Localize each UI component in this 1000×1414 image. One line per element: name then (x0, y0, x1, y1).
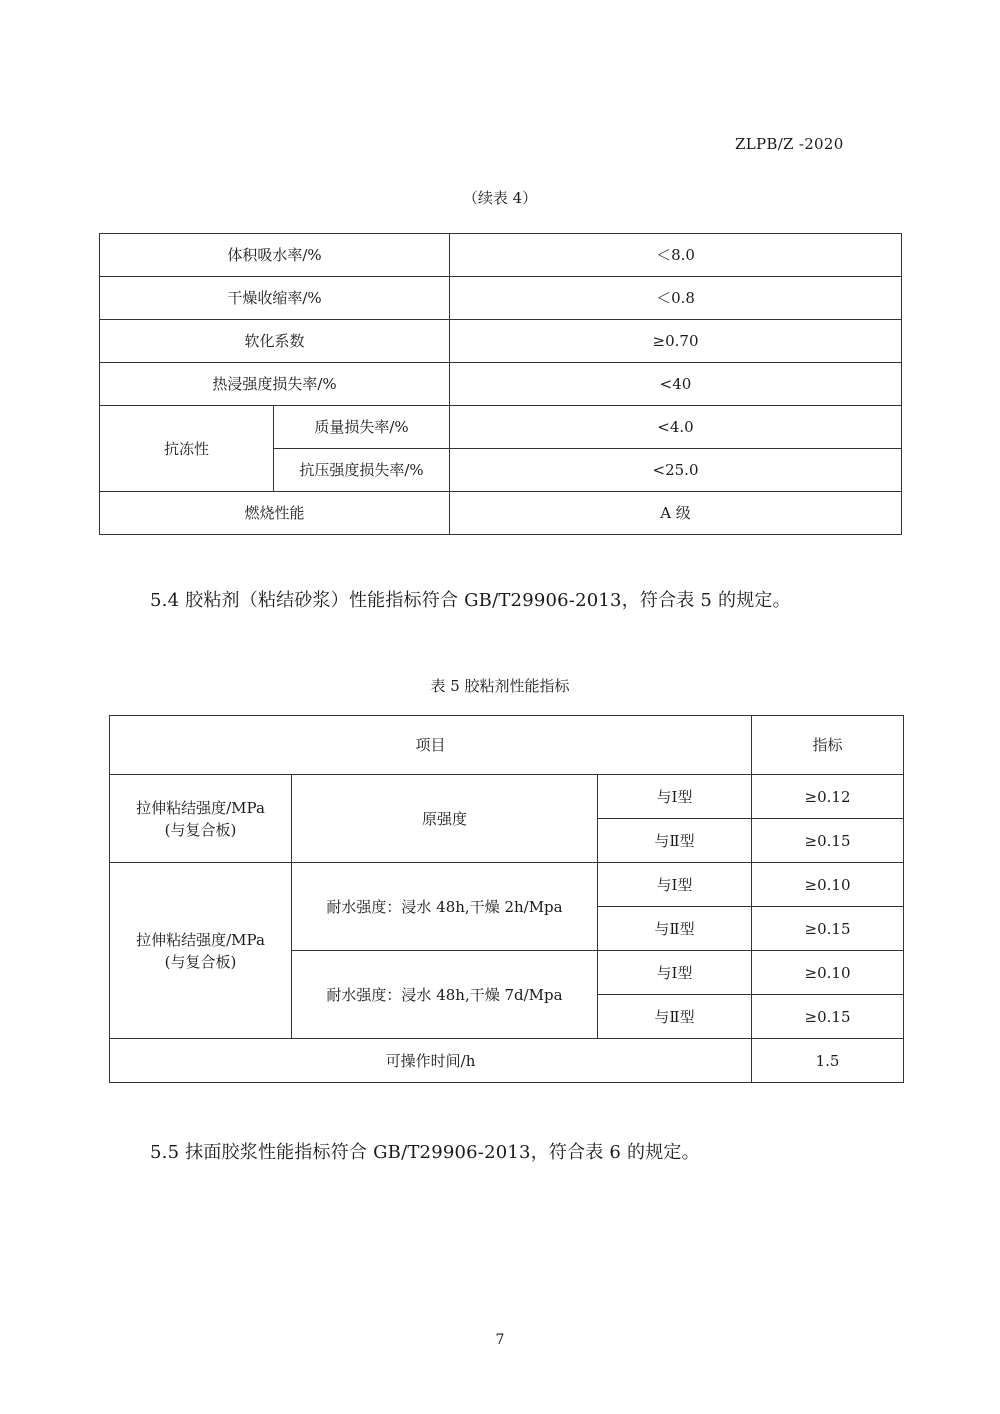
group2-condition-b: 耐水强度：浸水 48h,干燥 7d/Mpa (292, 951, 598, 1039)
table-cell-type: 与Ⅱ型 (598, 995, 752, 1039)
table-cell-type: 与Ⅰ型 (598, 775, 752, 819)
table-cell-label: 燃烧性能 (100, 492, 450, 535)
table-cell-value: ≥0.15 (752, 995, 904, 1039)
table-cell-label: 可操作时间/h (110, 1039, 752, 1083)
table-cell-value: 1.5 (752, 1039, 904, 1083)
frost-resistance-label: 抗冻性 (100, 406, 274, 492)
table-cell-value: ≥0.12 (752, 775, 904, 819)
table-cell-sublabel: 质量损失率/% (274, 406, 450, 449)
table-cell-value: ＜8.0 (450, 234, 902, 277)
table-row (110, 775, 904, 819)
page-number: 7 (495, 1332, 505, 1348)
document-code: ZLPB/Z -2020 (735, 135, 844, 153)
table-row (100, 406, 902, 449)
table-cell-type: 与Ⅰ型 (598, 863, 752, 907)
table-cell-sublabel: 抗压强度损失率/% (274, 449, 450, 492)
group2-label-line1: 拉伸粘结强度/MPa (136, 930, 265, 949)
table4-caption: （续表 4） (462, 189, 538, 207)
table-cell-value: ＜0.8 (450, 277, 902, 320)
group1-condition: 原强度 (292, 775, 598, 863)
table-row (100, 320, 902, 363)
table-cell-value: ≥0.15 (752, 819, 904, 863)
table-cell-value: A 级 (450, 492, 902, 535)
group2-label-line2: (与复合板) (164, 952, 237, 971)
table-row (100, 234, 902, 277)
group1-label-line1: 拉伸粘结强度/MPa (136, 798, 265, 817)
group1-label-line2: (与复合板) (164, 820, 237, 839)
table-cell-label: 干燥收缩率/% (100, 277, 450, 320)
group2-condition-a: 耐水强度：浸水 48h,干燥 2h/Mpa (292, 863, 598, 951)
table-header-row (110, 716, 904, 775)
table-cell-label: 体积吸水率/% (100, 234, 450, 277)
table-row (100, 363, 902, 406)
table-cell-type: 与Ⅱ型 (598, 819, 752, 863)
table-cell-value: <25.0 (450, 449, 902, 492)
table-cell-type: 与Ⅰ型 (598, 951, 752, 995)
group1-label (110, 775, 292, 863)
table-cell-label: 热浸强度损失率/% (100, 363, 450, 406)
table-cell-value: <4.0 (450, 406, 902, 449)
section-5-4-paragraph: 5.4 胶粘剂（粘结砂浆）性能指标符合 GB/T29906-2013，符合表 5 的规定。 (150, 590, 791, 611)
table-row (100, 492, 902, 535)
table-cell-value: ≥0.10 (752, 863, 904, 907)
table-cell-value: ≥0.70 (450, 320, 902, 363)
table5-caption: 表 5 胶粘剂性能指标 (430, 677, 570, 695)
table-row (110, 863, 904, 907)
group2-label (110, 863, 292, 1039)
table-row (100, 277, 902, 320)
header-index: 指标 (752, 716, 904, 775)
table4 (99, 233, 902, 535)
section-5-5-paragraph: 5.5 抹面胶浆性能指标符合 GB/T29906-2013，符合表 6 的规定。 (150, 1142, 700, 1163)
table-cell-label: 软化系数 (100, 320, 450, 363)
table-row (110, 1039, 904, 1083)
header-item: 项目 (110, 716, 752, 775)
table5 (109, 715, 904, 1083)
table-cell-value: ≥0.15 (752, 907, 904, 951)
table-cell-value: <40 (450, 363, 902, 406)
table-cell-type: 与Ⅱ型 (598, 907, 752, 951)
table-cell-value: ≥0.10 (752, 951, 904, 995)
